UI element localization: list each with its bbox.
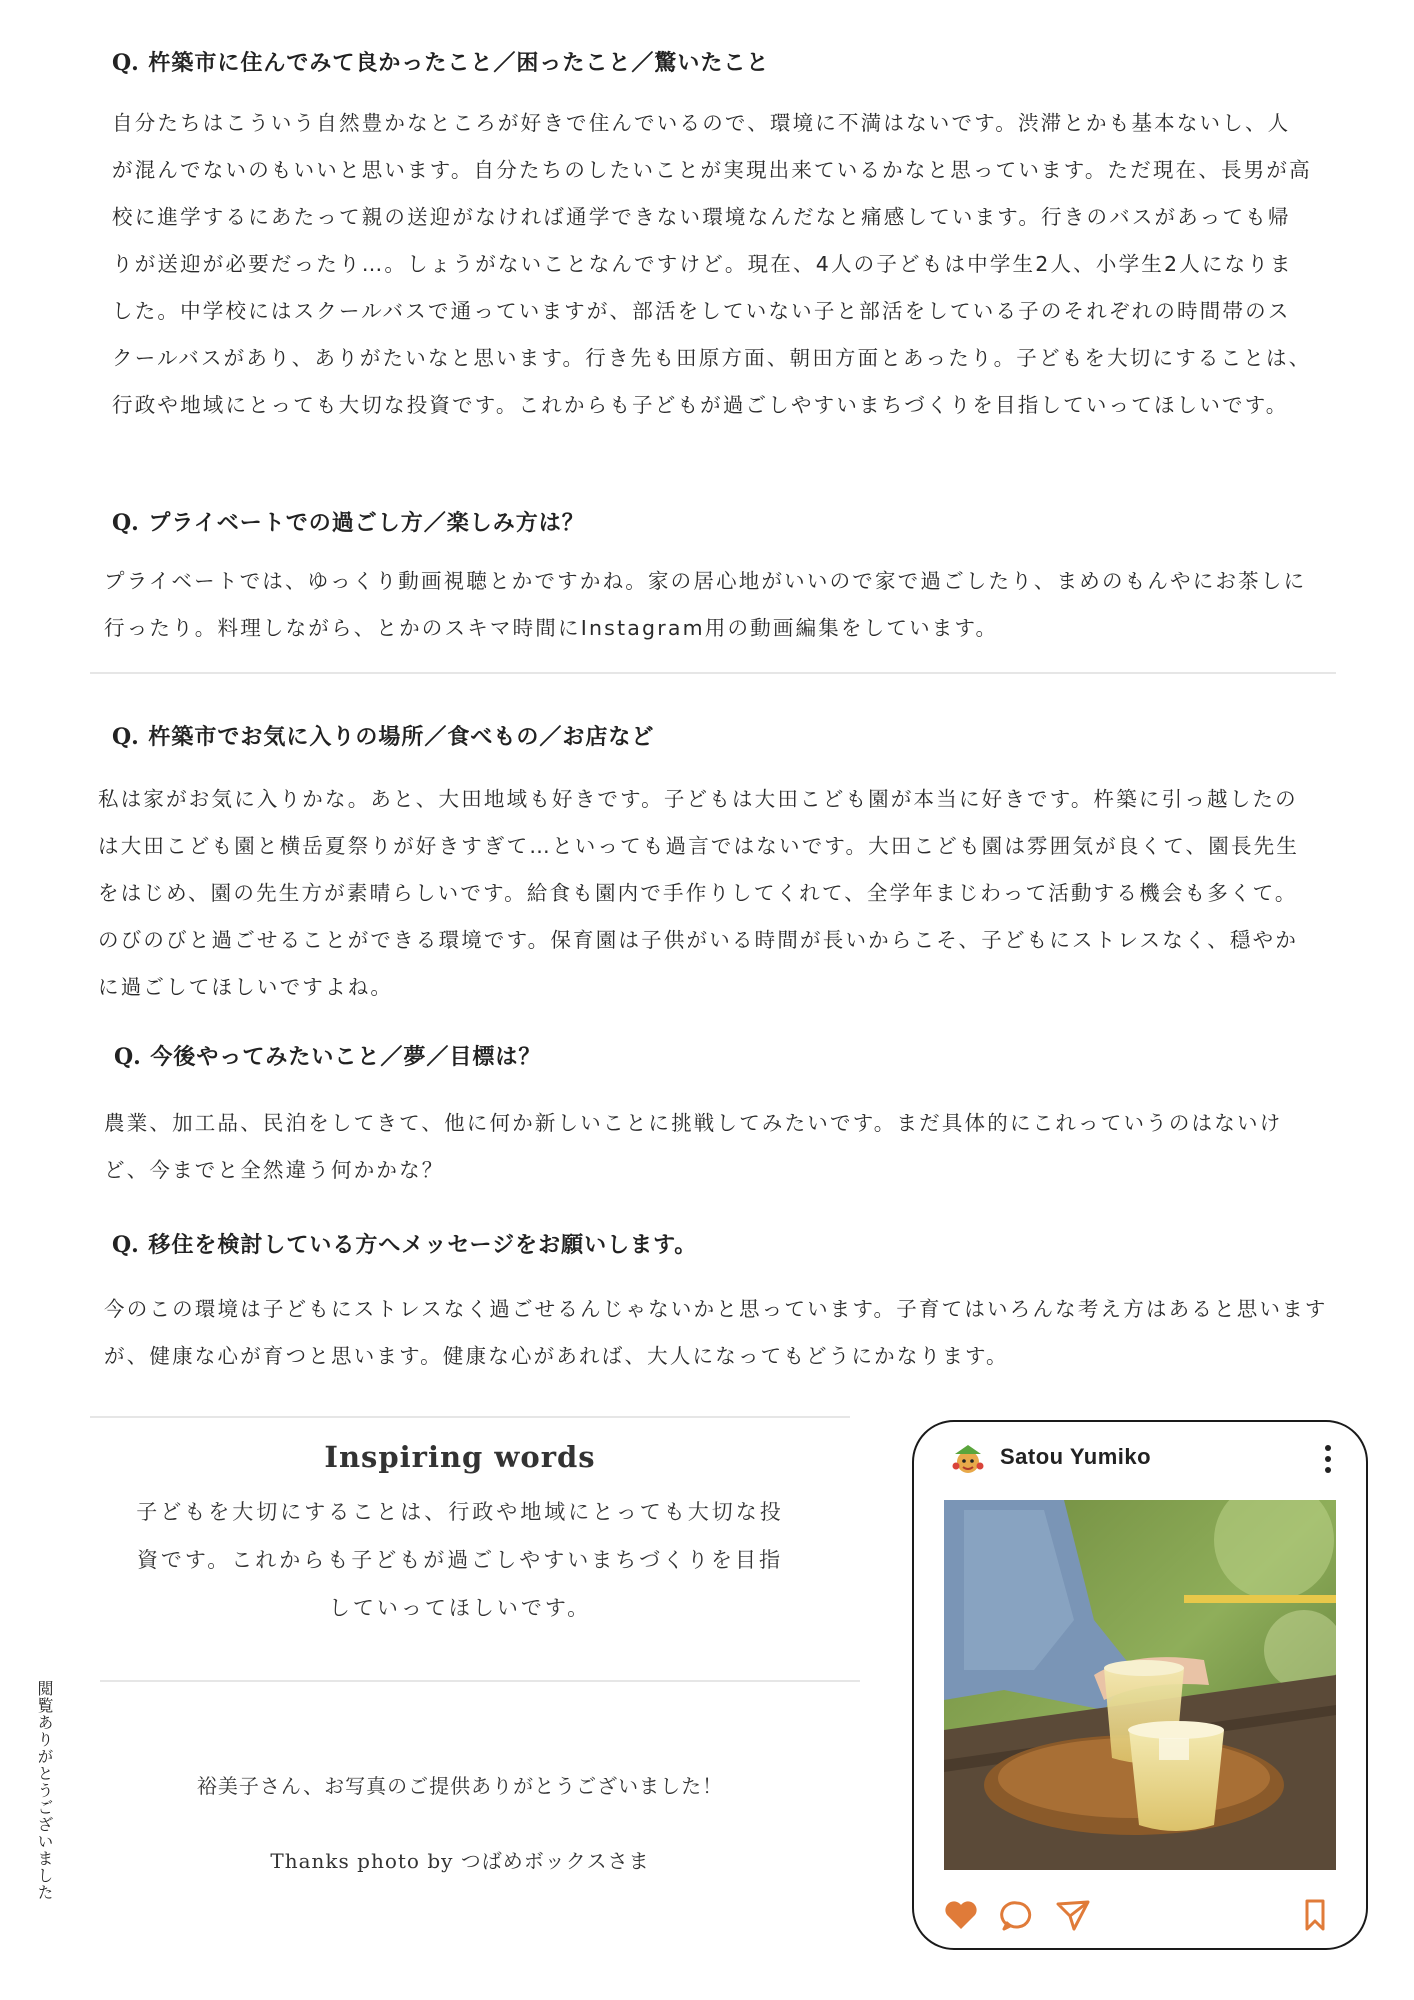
heart-icon[interactable] <box>942 1898 980 1932</box>
post-photo <box>944 1500 1336 1870</box>
inspiring-text: 子どもを大切にすることは、行政や地域にとっても大切な投資です。これからも子どもが過ごしやすいまちづくりを目指していってほしいです。 <box>136 1500 784 1620</box>
question-2: Q. プライベートでの過ごし方／楽しみ方は？ <box>112 510 585 536</box>
question-3: Q. 杵築市でお気に入りの場所／食べもの／お店など <box>112 724 655 750</box>
question-4: Q. 今後やってみたいこと／夢／目標は？ <box>114 1044 542 1070</box>
section-divider <box>90 672 1336 674</box>
answer-1: 自分たちはこういう自然豊かなところが好きで住んでいるので、環境に不満はないです。渋滞とかも基本ないし、人が混んでないのもいいと思います。自分たちのしたいことが実現出来ているかなと思っています。ただ現在、長男が高校に進学するにあたって親の送迎がなければ通学できない環境なんだなと痛感しています。行きのバスがあっても帰りが送迎が必要だったり…。しょうがないことなんですけど。現在、4人の子どもは中学生2人、小学生2人になりました。中学校にはスクールバスで通っていますが、部活をしていない子と部活をしている子のそれぞれの時間帯のスクールバスがあり、ありがたいなと思います。行き先も田原方面、朝田方面とあったり。子どもを大切にすることは、行政や地域にとっても大切な投資です。これからも子どもが過ごしやすいまちづくりを目指していってほしいです。 <box>112 111 1312 417</box>
inspiring-title: Inspiring words <box>324 1440 596 1474</box>
answer-5: 今のこの環境は子どもにストレスなく過ごせるんじゃないかと思っています。子育てはいろんな考え方はあると思いますが、健康な心が育つと思います。健康な心があれば、大人になってもどうにかなります。 <box>104 1297 1328 1368</box>
bookmark-icon[interactable] <box>1296 1898 1334 1932</box>
answer-3: 私は家がお気に入りかな。あと、大田地域も好きです。子どもは大田こども園が本当に好きです。杵築に引っ越したのは大田こども園と横岳夏祭りが好きすぎて…といっても過言ではないです。大田こども園は雰囲気が良くて、園長先生をはじめ、園の先生方が素晴らしいです。給食も園内で手作りしてくれて、全学年まじわって活動する機会も多くて。のびのびと過ごせることができる環境です。保育園は子供がいる時間が長いからこそ、子どもにストレスなく、穏やかに過ごしてほしいですよね。 <box>98 787 1300 999</box>
comment-icon[interactable] <box>998 1898 1036 1932</box>
photo-credit: Thanks photo by つばめボックスさま <box>270 1849 650 1873</box>
share-icon[interactable] <box>1054 1898 1092 1932</box>
inspiring-bottom-rule <box>100 1680 860 1682</box>
thanks-for-reading-vertical: 閲覧ありがとうございました <box>35 1680 54 1901</box>
avatar <box>950 1442 986 1478</box>
question-5: Q. 移住を検討している方へメッセージをお願いします。 <box>112 1232 698 1258</box>
more-icon[interactable] <box>1322 1444 1334 1474</box>
answer-2: プライベートでは、ゆっくり動画視聴とかですかね。家の居心地がいいので家で過ごしたり、まめのもんやにお茶しに行ったり。料理しながら、とかのスキマ時間にInstagram用の動画編集をしています。 <box>104 569 1307 640</box>
instagram-post-card <box>912 1420 1368 1950</box>
answer-4: 農業、加工品、民泊をしてきて、他に何か新しいことに挑戦してみたいです。まだ具体的にこれっていうのはないけど、今までと全然違う何かかな？ <box>104 1111 1283 1182</box>
thanks-line: 裕美子さん、お写真のご提供ありがとうございました！ <box>196 1774 724 1798</box>
post-username[interactable]: Satou Yumiko <box>1000 1444 1152 1469</box>
inspiring-top-rule <box>90 1416 850 1418</box>
question-1: Q. 杵築市に住んでみて良かったこと／困ったこと／驚いたこと <box>112 50 770 76</box>
